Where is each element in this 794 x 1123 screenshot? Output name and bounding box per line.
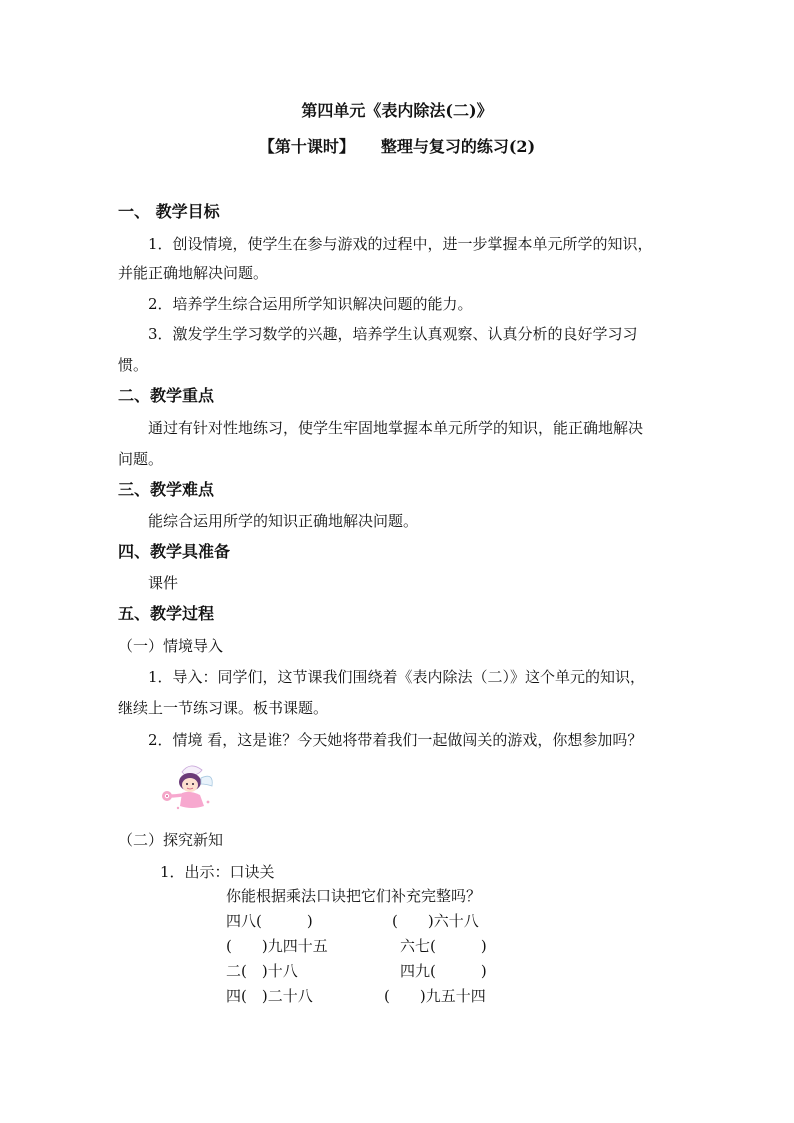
process-line: 继续上一节练习课。板书课题。 [118,699,329,717]
goal-line: 2．培养学生综合运用所学知识解决问题的能力。 [148,295,473,313]
exercise-cell: ( )六十八 [392,912,479,930]
exercise-intro: 1．出示：口诀关 [160,863,275,881]
lesson-subtitle [0,134,794,157]
section-heading-materials: 四、教学具准备 [118,542,231,561]
process-line: 2．情境 看，这是谁？今天她将带着我们一起做闯关的游戏，你想参加吗？ [148,731,643,749]
key-point-line: 通过有针对性地练习，使学生牢固地掌握本单元所学的知识，能正确地解决 [148,419,644,437]
materials-line: 课件 [148,574,179,592]
exercise-cell: 四九( ) [400,962,487,980]
section-heading-process: 五、教学过程 [118,604,215,623]
document-title: 第四单元《表内除法(二)》 [301,101,493,120]
goal-line: 1．创设情境，使学生在参与游戏的过程中，进一步掌握本单元所学的知识， [148,235,653,253]
exercise-question: 你能根据乘法口诀把它们补充完整吗？ [226,887,482,905]
goal-line: 并能正确地解决问题。 [118,264,269,282]
process-line: 1．导入：同学们，这节课我们围绕着《表内除法（二）》这个单元的知识， [148,668,646,686]
goal-line: 3．激发学生学习数学的兴趣，培养学生认真观察、认真分析的良好学习习 [148,325,638,343]
exercise-cell: 二( )十八 [226,962,298,980]
cartoon-girl-with-flower-icon [156,762,218,814]
exercise-cell: 四( )二十八 [226,987,313,1005]
exercise-cell: ( )九五十四 [384,987,486,1005]
lesson-number: 【第十课时】 [258,137,355,156]
goal-line: 惯。 [118,356,149,374]
process-part1-heading: （一）情境导入 [118,637,224,655]
section-heading-difficulties: 三、教学难点 [118,480,215,499]
exercise-cell: ( )九四十五 [226,937,328,955]
exercise-cell: 六七( ) [400,937,487,955]
section-heading-goals: 一、 教学目标 [118,202,220,221]
difficulty-line: 能综合运用所学的知识正确地解决问题。 [148,512,419,530]
lesson-topic: 整理与复习的练习(2) [380,137,536,156]
key-point-line: 问题。 [118,450,164,468]
section-heading-key-points: 二、教学重点 [118,386,215,405]
process-part2-heading: （二）探究新知 [118,831,224,849]
exercise-cell: 四八( ) [226,912,313,930]
